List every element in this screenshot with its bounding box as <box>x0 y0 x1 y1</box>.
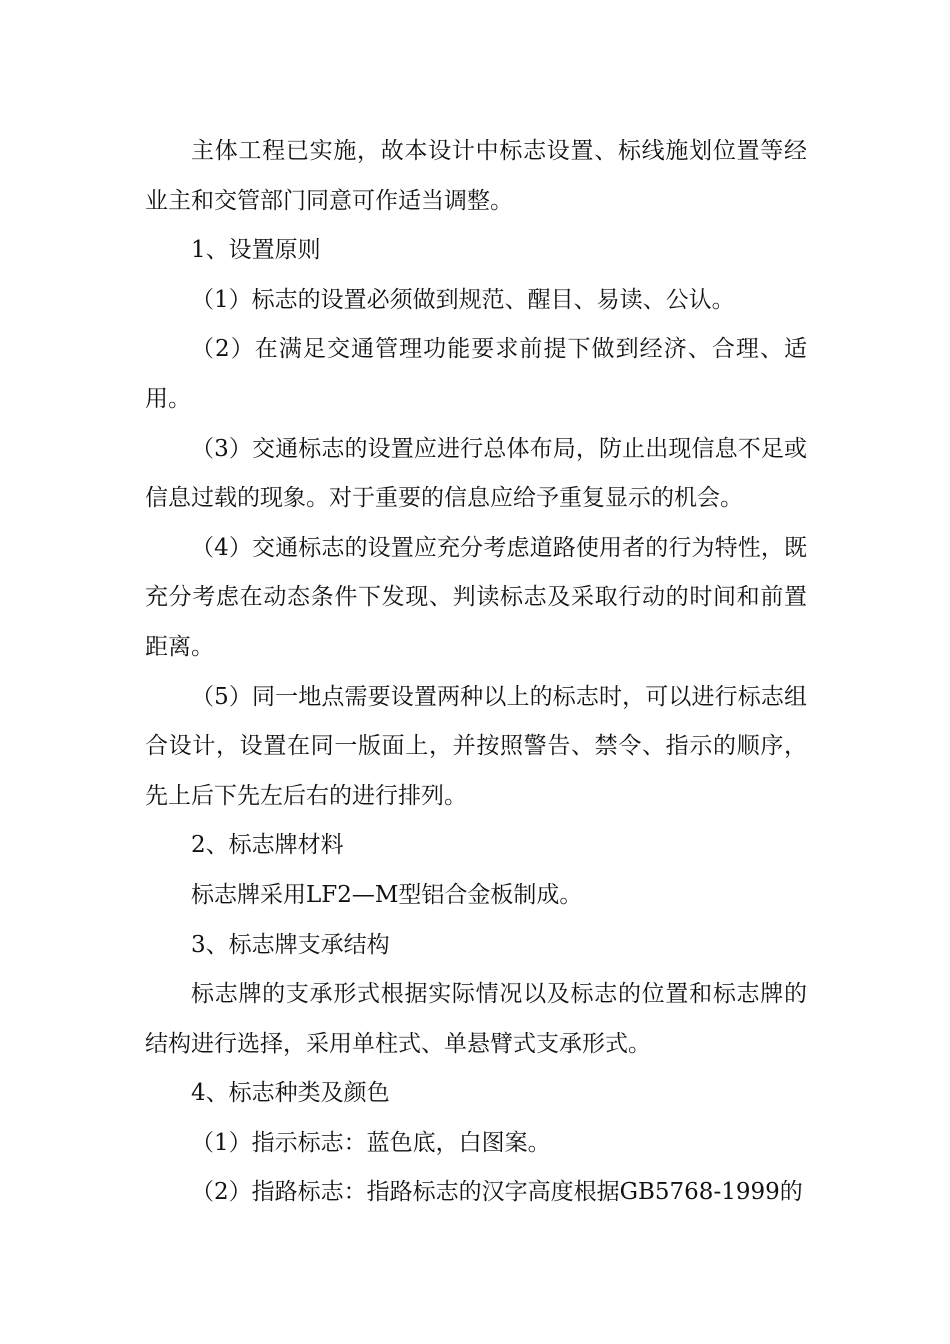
document-body <box>145 127 807 1218</box>
principle-item-1: （1）标志的设置必须做到规范、醒目、易读、公认。 <box>191 286 735 313</box>
heading-sign-types-colors: 4、标志种类及颜色 <box>191 1080 390 1107</box>
paragraph-sign-material: 标志牌采用LF2—M型铝合金板制成。 <box>191 881 583 908</box>
principle-item-4: （4）交通标志的设置应充分考虑道路使用者的行为特性，既充分考虑在动态条件下发现、判读标志及采取行动的时间和前置距离。 <box>145 534 807 660</box>
heading-setting-principles: 1、设置原则 <box>191 237 321 264</box>
principle-item-2: （2）在满足交通管理功能要求前提下做到经济、合理、适用。 <box>145 336 807 412</box>
heading-sign-material: 2、标志牌材料 <box>191 832 344 859</box>
paragraph-support-structure: 标志牌的支承形式根据实际情况以及标志的位置和标志牌的结构进行选择，采用单柱式、单悬臂式支承形式。 <box>145 981 807 1057</box>
principle-item-3: （3）交通标志的设置应进行总体布局，防止出现信息不足或信息过载的现象。对于重要的信息应给予重复显示的机会。 <box>145 435 807 512</box>
paragraph-intro: 主体工程已实施，故本设计中标志设置、标线施划位置等经业主和交管部门同意可作适当调整。 <box>145 138 807 214</box>
heading-support-structure: 3、标志牌支承结构 <box>191 931 390 958</box>
sign-type-item-2: （2）指路标志：指路标志的汉字高度根据GB5768-1999的 <box>191 1179 803 1206</box>
principle-item-5: （5）同一地点需要设置两种以上的标志时，可以进行标志组合设计，设置在同一版面上，并按照警告、禁令、指示的顺序，先上后下先左后右的进行排列。 <box>145 683 807 809</box>
sign-type-item-1: （1）指示标志：蓝色底，白图案。 <box>191 1129 551 1156</box>
